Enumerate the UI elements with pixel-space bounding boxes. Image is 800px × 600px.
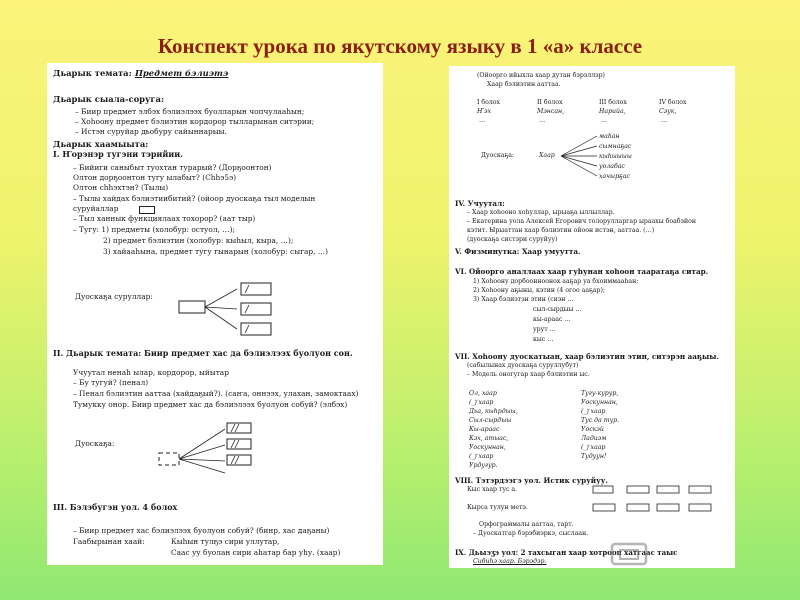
branch-word: уолабас — [599, 163, 625, 170]
group-value: Нарийа, — [599, 108, 626, 115]
s2-line: – Пенал бэлиэтин ааттаа (хайдаҕый?). (саҥа, оннээх, улахан, замоктаах) — [73, 389, 359, 398]
s6-fill: урут … — [533, 326, 556, 333]
goal-line: – Биир предмет элбэх бэлиэлээх буолларын чопчулааһын; — [75, 107, 305, 116]
poem-b: Тугу-курур, — [581, 390, 619, 397]
section-8-heading: VIII. Тэтэрдээгэ уол. Истик суруйуу. — [455, 476, 608, 485]
branch-word: хачырҕас — [599, 173, 630, 180]
center-word: Хаар — [539, 152, 555, 159]
section-3-heading: III. Бэлэбугэн уол. 4 болох — [53, 502, 178, 512]
s6-fill: сыл-сырдыы … — [533, 306, 582, 313]
group-ellipsis: … — [479, 117, 486, 124]
poem-b: (_)҃ хаар — [581, 444, 606, 451]
s6-line: 2) Хоһоону аҕыны, кэтин (4 огоо ааҕар); — [473, 287, 606, 294]
s8-line: Кырса тулун метэ. — [467, 504, 528, 511]
goal-line: – Истэн суруйар дьобуру сайыннарыы. — [75, 127, 227, 136]
s3-line: Гаабырынан хаай: — [73, 537, 145, 546]
intro-line: (Ойоорго ийыхла хаар дутан бэрэллэр) — [477, 72, 605, 79]
section-6-heading: VI. Ойоорго аналлаах хаар гуһунан хоһоон тааратаҕа ситар. — [455, 267, 709, 276]
poem-a: Ол, хаар — [469, 390, 497, 397]
poem-b: (_)҃ хаар — [581, 408, 606, 415]
board-label: Дуоскаҕа: — [481, 152, 514, 159]
intro-line: Хаар бэлиэтин ааттаа. — [487, 81, 561, 88]
poem-a: Сыл-сырдыы — [469, 417, 512, 424]
model-line — [205, 307, 237, 309]
branch-word: кыһыыыы — [599, 153, 632, 160]
word-model-diagram-2 — [155, 423, 265, 475]
section-7-heading: VII. Хоһоону дуоскатыан, хаар бэлиэтин этин, ситэрэн ааҕыы. — [455, 352, 719, 361]
poem-a: (_)҃ хаар — [469, 399, 494, 406]
section-4-heading: IV. Учуутал: — [455, 199, 505, 208]
s1-line: – Тугу: 1) предметы (холобур: остуол, …); — [73, 225, 235, 234]
poem-b: Тус да тур. — [581, 417, 620, 424]
dictation-models — [593, 484, 729, 514]
word-model-diagram — [179, 281, 279, 343]
group-head: II болох — [537, 99, 563, 106]
poem-b: Уоскуннан, — [581, 399, 618, 406]
group-ellipsis: … — [601, 117, 608, 124]
s1-line: Олтон дорҕоонтон тугу ылабыт? (Сһһэ5э) — [73, 173, 237, 182]
s8-extra: Орфограммалы ааттаа, тарт. — [479, 521, 574, 528]
poem-a: (_)҃ хаар — [469, 453, 494, 460]
presentation-watermark-icon — [610, 540, 760, 568]
group-head: IV болох — [659, 99, 687, 106]
s8-extra: – Дуоскатгар бэрэбиэркэ, сыслаан. — [473, 530, 589, 537]
group-value: Ҥэх — [477, 108, 492, 115]
branch-lines — [559, 132, 599, 178]
s8-line: Кыс хаар тус а. — [467, 486, 518, 493]
poem-a: Урдугур. — [469, 462, 498, 469]
s6-fill: кы-араас … — [533, 316, 571, 323]
group-ellipsis: … — [661, 117, 668, 124]
branch-word: сымнаҕас — [599, 143, 632, 150]
group-value: Мэнсан, — [537, 108, 565, 115]
s1-line: 2) предмет бэлиэтин (холобур: кыһыл, кыра, …); — [103, 236, 294, 245]
model-box — [241, 283, 271, 295]
poem-a: Уоскуннан, — [469, 444, 506, 451]
s3-line: Саас уу буолан сири аһатар бар уһу. (хаар) — [171, 548, 341, 557]
model-box — [241, 303, 271, 315]
s1-line: Олтон сһһэхтэн? (Тылы) — [73, 183, 169, 192]
s1-line: – Бийиги саныбыт туохтан турарый? (Дорҕоонтон) — [73, 163, 272, 172]
s7-line: (сабылынах дуоскаҕа суруллубут) — [467, 362, 579, 369]
s2-line: Учуутал ненаһ ылар, кордорор, ыйытар — [73, 368, 229, 377]
course-heading: Дьарык хаамыыта: — [53, 139, 149, 149]
topic-value: Предмет бэлиэтэ — [135, 68, 229, 78]
empty-model-box — [139, 206, 155, 214]
s3-line: – Биир предмет хас бэлиэлээх буолуон собуй? (бинр, хас даҕаны) — [73, 526, 330, 535]
s6-line: 1) Хоһоону дорбоонноонох ааҕар уа бхоиммааһан; — [473, 278, 639, 285]
topic-label: Дьарык темата: — [53, 68, 132, 78]
s4-line: – Екатерина уола Алексей Егорович толорулларгар ыраахы боабэйон — [467, 218, 696, 225]
section-2-heading: II. Дьарык темата: Биир предмет хас да бэлиэлээх буолуон сон. — [53, 348, 353, 358]
poem-b: Уоскэй — [581, 426, 604, 433]
poem-a: Дьа, кыһрдыы, — [469, 408, 518, 415]
s7-line: – Модель оногугар хаар бэлиэтин ыс. — [467, 371, 590, 378]
section-5-heading: V. Физминутка: Хаар умуутта. — [455, 247, 581, 256]
s1-line: суруйаллар — [73, 204, 119, 213]
s4-line: – Хаар хоһооно хоһуллар, ырыаҕа ыллыллар. — [467, 209, 615, 216]
model-line — [205, 289, 237, 307]
s6-fill: кыс … — [533, 336, 554, 343]
group-head: I болох — [477, 99, 501, 106]
s9-handwritten: Сибиһэ хаар. Бэрэдэр. — [473, 558, 547, 565]
s3-line: Кыһын тулҕэ сири уллутар, — [171, 537, 280, 546]
s2-line: Тумукку онор. Биир предмет хас да бэлиэлээх буолуон собуй? (элбэх) — [73, 400, 348, 409]
left-document-page — [47, 63, 383, 565]
model-box — [241, 323, 271, 335]
s1-line: 3) хайааһына, предмет тугу гынарын (холобур: сыгар, …) — [103, 247, 329, 256]
model-box — [159, 453, 179, 465]
group-head: III болох — [599, 99, 627, 106]
poem-b: Тудуун! — [581, 453, 607, 460]
section-1-heading: I. Ҥорэнэр тугэни тэрийии. — [53, 149, 183, 159]
poem-a: Кы-араас — [469, 426, 500, 433]
s4-line: (дуоскаҕа систэри суруйуу) — [467, 236, 558, 243]
goal-line: – Хоһоону предмет бэлиэтин кордорор тылларынан ситэрии; — [75, 117, 315, 126]
s1-line: – Тылы хайдах бэлиэтиибитий? (ойоор дуоскаҕа тыл моделын — [73, 194, 316, 203]
goals-heading: Дьарык сыала-соруга: — [53, 94, 165, 104]
s2-line: – Бу тугуй? (пенал) — [73, 378, 149, 387]
right-document-page — [449, 66, 735, 568]
s1-line: – Тыл ханнык функциялаах тохорор? (аат тыр) — [73, 214, 256, 223]
s4-line: кэтит. Ырыаттан хаар бэлиэтин ойоон истэн, ааттаа. (…) — [467, 227, 655, 234]
poem-a: Кэх, атыас, — [469, 435, 509, 442]
group-ellipsis: … — [539, 117, 546, 124]
model-line — [205, 307, 237, 329]
poem-b: Ладиэм — [581, 435, 607, 442]
board-label: Дуоскаҕа суруллар: — [75, 292, 153, 301]
branch-word: маһан — [599, 133, 620, 140]
slide-title: Конспект урока по якутскому языку в 1 «а» классе — [157, 34, 643, 58]
board-label-2: Дуоскаҕа: — [75, 439, 115, 448]
model-box — [179, 301, 205, 313]
section-9-heading: IX. Дьыэӡэ уол: 2 тахсыган хаар хотрооп хатгаас таыс — [455, 548, 678, 557]
s6-line: 3) Хаар бэлиэтэн этин (сиэн … — [473, 296, 574, 303]
group-value: Сэук, — [659, 108, 677, 115]
